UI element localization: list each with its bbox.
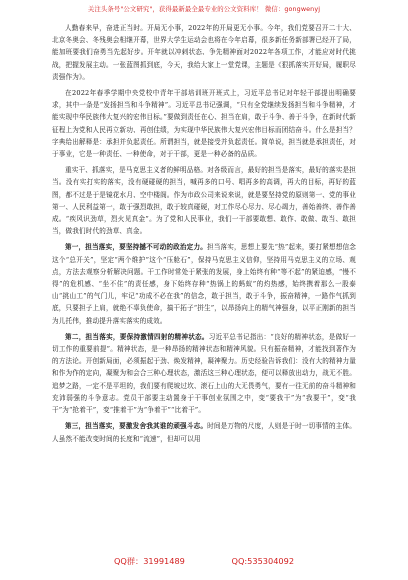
- paragraph-point-one: [52, 241, 356, 326]
- paragraph-point-three: [52, 420, 356, 444]
- paragraph-implementation: 重实干、抓落实，是马克思主义者的鲜明品格。对各级而言，最好的担当是落实，最好的落实是担当。没有实打实的落实，没有硬碰硬的担当，喊再多的口号、唱再多的高调，再大的目标，再好的蓝图，都不过是于是镜花水月、空中楼阁。作为市政公司来说来说，就是要坚持党的原则第一、党的事业第一、人民利益第一，敢于强烈敢担，敢于较真碰硬，对工作尽心尽力、尽心竭力，善始善终、善作善成。“疾风识劲草，烈火见真金”。为了党和人民事业，我们一干部要敢想、敢作、敢做、敢当、敢担当，做我们时代的劲草、真金。: [52, 166, 356, 236]
- paragraph-intro: 人勤春来早，奋进正当时。开局无小事，2022年的开局更无小事。今年，我们党要召开二十大、北京冬奥会、冬残奥会相继开幕，世界大学生运动会也将在今年启幕，很多新任务新部署已经开了局，能加班要我们奋勇当先起好步。开年就以冲刺状态、争先精神面对2022年各项工作，才能应对时代挑战，把握发展主动。一张蓝图抓到底，今天，我给大家上一堂党课，主题是《狠抓落实开好局，履职尽责强作为》。: [52, 24, 356, 81]
- paragraph-responsibility: 在2022年春季学期中央党校中青年干部培训班开班式上，习近平总书记对年轻干部提出明确要求，其中一条是“发扬担当和斗争精神”。习近平总书记强调，“只有全党继续发扬担当和斗争精神，才能实现中华民族伟大复兴的宏伟目标。”要做到责任在心、担当在肩，敢于斗争、善于斗争，在新时代新征程上为党和人民再立新功、再创佳绩，为实现中华民族伟大复兴宏伟目标而团结奋斗。什么是担当？字典给出解释是：承担并负起责任。所谓担当，就是接受并负起责任。简单说，担当就是承担责任，对于事业，它是一种责任、一种使命，对于干部，更是一种必备的品质。: [52, 89, 356, 159]
- document-body: [52, 22, 356, 448]
- qq-group-label: QQ群：31991489: [113, 556, 185, 566]
- point-one-text: 担当落实，思想上要先“热”起来，要打紧想想信念这个“总开关”，坚定“两个维护”这个“压舱石”，保持马克思主义信仰，坚持用马克思主义的立场、观点，方法去观察分析解决问题。干工作时常处于紧张的发展，身上始终有种“等不起”的紧迫感，“慢不得”的危机感、“坐不住”的责任感，身下始终存种“热锅上的蚂蚁”的灼热感，始终携着那么一股泰山“挑山工”的气门儿，牢记“功成不必在我”的信念，敢于担当，敢于斗争，振奋精神，一路作气抓到底，只要担子上肩，就绝不辜负使命，搞干拓子“拼生”，以昂扬向上的精气神强身，以平正刚新的担当为儿托伟，推动提升落实落实的成效。: [52, 243, 356, 325]
- point-two-text: 习近平总书记指出：“良好的精神状态，是做好一切工作的重要前提”。精神状态，是一种昂扬的精神状态和精神风貌。只有振奋精神，才能找到著作为的方法论。开创新局面，必须振起于劲、焕发精神，凝神聚力。历史经验告诉我们：没有大的精神力量和作为作的定向，凝聚为和会合三种心理状态，激活这三种心理状态，便可以释放出动力，战无不胜。追梦之路，一定不是平坦的，我们要有爬坡过坎、滚石上山的大无畏勇气，要有一往无前的奋斗精神和充沛弱强的斗争意志。党员干部要主动置身于干事创业氛围之中，变“要我干”为“我要干”，变“我干”为“抢着干”，变“推着干”为“争着干”“比着干”。: [52, 332, 357, 415]
- point-two-heading: 第二，担当落实，要保持激情四射的精神状态。: [65, 332, 209, 341]
- qq-contact-label: QQ:535304092: [231, 556, 295, 566]
- contact-footer: [0, 556, 408, 567]
- promo-banner: 关注头条号"公文研究"，获得最新最全最专业的公文资料库！ 微信：gongwenyj: [87, 5, 321, 13]
- paragraph-point-two: [52, 331, 356, 416]
- point-one-heading: 第一，担当落实，要坚持撼不可动的政治定力。: [65, 243, 207, 252]
- point-three-text: 时间是万物的尺度，人则是于时一切事情的主体。人虽然不能改变时间的长度和“流速”，但却可以用: [52, 422, 356, 443]
- point-three-heading: 第三，担当落实，要激发舍我其谁的顽强斗志。: [65, 422, 208, 431]
